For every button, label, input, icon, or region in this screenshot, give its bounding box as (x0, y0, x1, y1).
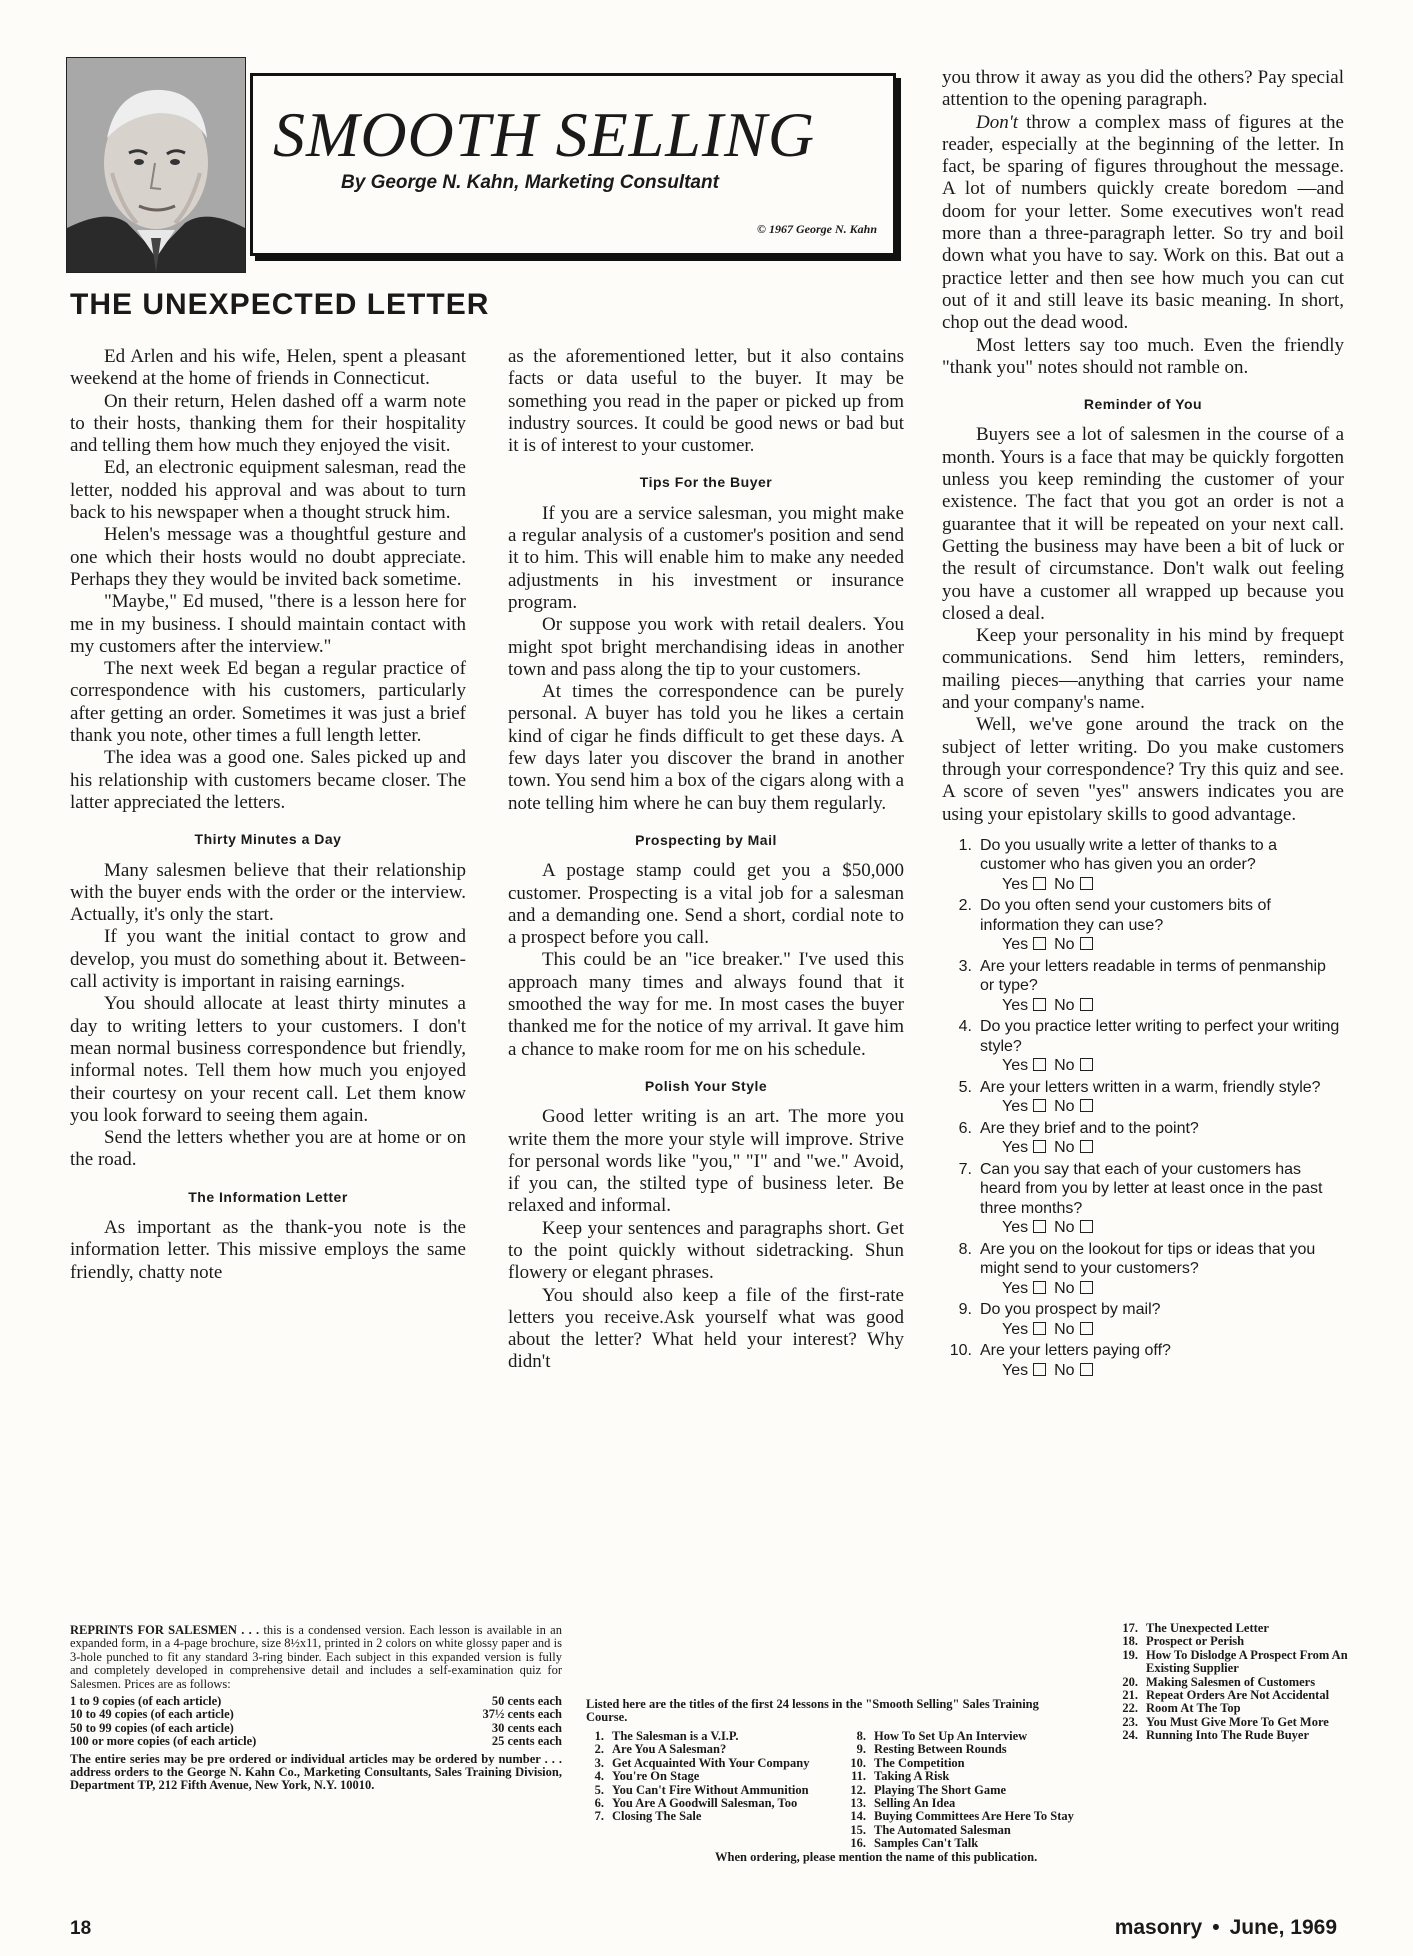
lesson-number: 14. (850, 1809, 866, 1824)
no-label: No (1054, 1098, 1075, 1116)
no-label: No (1054, 1057, 1075, 1075)
lesson-item (842, 1730, 1110, 1743)
subheading: Thirty Minutes a Day (194, 831, 342, 848)
bullet: • (1212, 1916, 1220, 1939)
yes-label: Yes (1002, 1361, 1029, 1379)
paragraph: You should also keep a file of the first-rate letters you receive.Ask yourself what was good about the letter? What held your interest? Why didn't (508, 1284, 904, 1373)
lesson-item (1114, 1716, 1350, 1729)
quiz-answers (980, 1362, 1101, 1379)
lesson-title: The Automated Salesman (874, 1822, 1011, 1837)
paragraph: as the aforementioned letter, but it also contains facts or data useful to the buyer. It may be something you read in the paper or picked up from industry sources. It could be good news or bad but it is of interest to your customer. (508, 346, 904, 457)
quiz-question-body (980, 1341, 1344, 1380)
lessons-intro: Listed here are the titles of the first 24 lessons in the "Smooth Selling" Sales Training Course. (586, 1697, 1039, 1725)
price-amount: 25 cents each (491, 1734, 562, 1749)
lesson-item (842, 1743, 1110, 1756)
price-amount: 37½ cents each (482, 1707, 562, 1722)
lesson-number: 12. (850, 1782, 866, 1797)
paragraph: Ed, an electronic equipment salesman, read the letter, nodded his approval and was about to turn back to his newspaper when a thought struck him. (70, 457, 466, 524)
lesson-title: Resting Between Rounds (874, 1742, 1007, 1757)
lesson-title: Buying Committees Are Here To Stay (874, 1809, 1074, 1824)
quiz-question-text: Are they brief and to the point? (980, 1119, 1199, 1137)
lesson-number: 13. (850, 1796, 866, 1811)
lesson-item (580, 1730, 842, 1743)
paragraph: On their return, Helen dashed off a warm note to their hosts, thanking them for their hospitality and telling them how much they enjoyed the visit. (70, 390, 466, 457)
quiz-question-text: Do you prospect by mail? (980, 1301, 1161, 1319)
yes-label: Yes (1002, 1139, 1029, 1157)
yes-checkbox[interactable] (1033, 1140, 1046, 1153)
paragraph: Send the letters whether you are at home or on the road. (70, 1127, 466, 1171)
lesson-title: You Can't Fire Without Ammunition (612, 1782, 809, 1797)
lesson-title: Samples Can't Talk (874, 1836, 979, 1851)
paragraph: Well, we've gone around the track on the subject of letter writing. Do you make customers through your correspondence? Try this quiz and see. A score of seven "yes" answers indicates you are using your epistolary skills to good advantage. (942, 714, 1344, 825)
price-quantity: 1 to 9 copies (of each article) (70, 1694, 222, 1709)
lesson-item (580, 1784, 842, 1797)
lesson-item (1114, 1702, 1350, 1715)
lesson-item (842, 1837, 1110, 1850)
no-label: No (1054, 1219, 1075, 1237)
lesson-item (580, 1757, 842, 1770)
quiz-question-body (980, 896, 1344, 955)
no-checkbox[interactable] (1080, 877, 1093, 890)
magazine-name: masonry (1114, 1916, 1203, 1939)
price-row (70, 1735, 562, 1748)
quiz-answers (980, 1139, 1101, 1156)
issue-date: June, 1969 (1229, 1916, 1337, 1939)
quiz-question (942, 1240, 1344, 1299)
lesson-title: Are You A Salesman? (612, 1742, 727, 1757)
lesson-item (842, 1770, 1110, 1783)
no-checkbox[interactable] (1080, 1058, 1093, 1071)
price-amount: 30 cents each (491, 1720, 562, 1735)
yes-checkbox[interactable] (1033, 877, 1046, 890)
price-row (70, 1722, 562, 1735)
quiz-question-body (980, 1078, 1344, 1117)
lesson-item (1114, 1729, 1350, 1742)
paragraph: If you want the initial contact to grow and develop, you must do something about it. Between-call activity is important in raising earnings. (70, 926, 466, 993)
paragraph: At times the correspondence can be purely personal. A buyer has told you he likes a certain kind of cigar he finds difficult to get these days. A few days later you discover the brand in another town. You send him a box of the cigars along with a note telling him where he can buy them regularly. (508, 681, 904, 814)
lesson-number: 1. (594, 1729, 604, 1743)
paragraph: Most letters say too much. Even the friendly "thank you" notes should not ramble on. (942, 334, 1344, 378)
quiz-question-body (980, 1119, 1344, 1158)
yes-label: Yes (1002, 875, 1029, 893)
no-label: No (1054, 875, 1075, 893)
emphasis: Don't (976, 111, 1019, 133)
lesson-item (580, 1810, 842, 1823)
lesson-number: 15. (850, 1822, 866, 1837)
yes-checkbox[interactable] (1033, 1363, 1046, 1376)
price-row (70, 1708, 562, 1721)
subheading: Prospecting by Mail (635, 831, 777, 848)
quiz-question-body (980, 1017, 1344, 1076)
quiz-question-body (980, 1240, 1344, 1299)
quiz-question-body (980, 1300, 1344, 1339)
yes-checkbox[interactable] (1033, 937, 1046, 950)
no-checkbox[interactable] (1080, 1363, 1093, 1376)
quiz-question (942, 1017, 1344, 1076)
lesson-title: Closing The Sale (612, 1809, 702, 1824)
quiz-question (942, 1078, 1344, 1117)
no-label: No (1054, 936, 1075, 954)
no-label: No (1054, 996, 1075, 1014)
yes-checkbox[interactable] (1033, 1322, 1046, 1335)
yes-label: Yes (1002, 996, 1029, 1014)
subheading: Reminder of You (1083, 396, 1203, 413)
quiz-list (942, 836, 1344, 1381)
lesson-number: 2. (594, 1742, 604, 1757)
lesson-number: 11. (851, 1769, 866, 1784)
article-column-1 (70, 346, 466, 1284)
lesson-list-2 (842, 1730, 1110, 1851)
subheading: The Information Letter (188, 1188, 348, 1205)
quiz-question-body (980, 1160, 1344, 1238)
byline: By George N. Kahn, Marketing Consultant (341, 172, 719, 193)
lesson-number: 7. (594, 1809, 604, 1824)
reprints-notice (70, 1624, 562, 1793)
subheading: Tips For the Buyer (639, 474, 773, 491)
quiz-question-body (980, 836, 1344, 895)
paragraph: As important as the thank-you note is the information letter. This missive employs the same friendly, chatty note (70, 1216, 466, 1283)
lesson-title: Prospect or Perish (1146, 1634, 1245, 1649)
lesson-title: Running Into The Rude Buyer (1146, 1728, 1310, 1743)
no-label: No (1054, 1139, 1075, 1157)
lesson-item (1114, 1676, 1350, 1689)
lesson-number: 17. (1122, 1621, 1138, 1635)
quiz-question-text: Do you often send your customers bits of information they can use? (980, 897, 1271, 934)
lesson-item (1114, 1649, 1350, 1676)
quiz-question (942, 1160, 1344, 1238)
lesson-title: You Must Give More To Get More (1146, 1714, 1329, 1729)
paragraph: Or suppose you work with retail dealers. You might spot bright merchandising ideas in another town and pass along the tip to your customers. (508, 614, 904, 680)
quiz-question-text: Are your letters written in a warm, friendly style? (980, 1078, 1321, 1096)
yes-label: Yes (1002, 1098, 1029, 1116)
yes-checkbox[interactable] (1033, 1058, 1046, 1071)
quiz-answers (980, 876, 1101, 893)
quiz-answers (980, 936, 1101, 953)
lesson-item (842, 1797, 1110, 1810)
lesson-title: Selling An Idea (874, 1796, 956, 1811)
quiz-question-text: Are your letters paying off? (980, 1342, 1171, 1360)
paragraph: "Maybe," Ed mused, "there is a lesson here for me in my business. I should maintain contact with my customers after the interview." (70, 591, 466, 657)
no-checkbox[interactable] (1080, 998, 1093, 1011)
quiz-question-text: Do you usually write a letter of thanks to a customer who has given you an order? (980, 836, 1278, 874)
quiz-answers (980, 1219, 1101, 1236)
paragraph: This could be an "ice breaker." I've used this approach many times and always found that it smoothed the way for me. In most cases the buyer thanked me for the notice of my arrival. It gave him a chance to make room for me on his schedule. (508, 949, 904, 1060)
lesson-title: How To Set Up An Interview (874, 1729, 1028, 1743)
lesson-title: You're On Stage (612, 1769, 700, 1784)
price-list (70, 1695, 562, 1749)
lesson-item (580, 1797, 842, 1810)
no-checkbox[interactable] (1080, 1220, 1093, 1233)
no-label: No (1054, 1320, 1075, 1338)
lesson-number: 18. (1122, 1634, 1138, 1649)
yes-checkbox[interactable] (1033, 1281, 1046, 1294)
paragraph: Helen's message was a thoughtful gesture and one which their hosts would no doubt appreciate. Perhaps they they would be invited back sometime. (70, 524, 466, 590)
yes-label: Yes (1002, 936, 1029, 954)
lesson-item (842, 1824, 1110, 1837)
lesson-title: The Competition (874, 1755, 965, 1770)
lesson-title: The Salesman is a V.I.P. (612, 1729, 739, 1743)
no-checkbox[interactable] (1080, 1281, 1093, 1294)
article-column-2 (508, 346, 904, 1374)
paragraph: Keep your sentences and paragraphs short. Get to the point quickly without sidetracking. Shun flowery or elegant phrases. (508, 1217, 904, 1284)
no-label: No (1054, 1279, 1075, 1297)
lesson-title: Playing The Short Game (874, 1782, 1007, 1797)
quiz-answers (980, 997, 1101, 1014)
paragraph: Good letter writing is an art. The more you write them the more your style will improve. Strive for personal words like "you," "I" and "we." Avoid, if you can, the stilted type of business leter. Be relaxed and informal. (508, 1106, 904, 1217)
paragraph: Ed Arlen and his wife, Helen, spent a pleasant weekend at the home of friends in Connecticut. (70, 346, 466, 390)
lesson-item (842, 1810, 1110, 1823)
lesson-title: You Are A Goodwill Salesman, Too (612, 1796, 798, 1811)
no-checkbox[interactable] (1080, 1140, 1093, 1153)
copyright-notice: © 1967 George N. Kahn (757, 222, 877, 236)
article-column-3 (942, 67, 1344, 1382)
quiz-number: 9. (958, 1301, 972, 1319)
paragraph: Many salesmen believe that their relationship with the buyer ends with the order or the interview. Actually, it's only the start. (70, 859, 466, 926)
lesson-item (1114, 1635, 1350, 1648)
page-title: SMOOTH SELLING (273, 99, 816, 170)
lesson-title: The Unexpected Letter (1146, 1621, 1269, 1635)
quiz-answers (980, 1280, 1101, 1297)
quiz-answers (980, 1057, 1101, 1074)
author-photo (66, 57, 246, 273)
quiz-question (942, 1341, 1344, 1380)
lesson-item (1114, 1689, 1350, 1702)
quiz-answers (980, 1321, 1101, 1338)
paragraph: Keep your personality in his mind by frequept communications. Send him letters, reminders, mailing pieces—anything that carries your name and your company's name. (942, 625, 1344, 714)
yes-label: Yes (1002, 1320, 1029, 1338)
lesson-title: Making Salesmen of Customers (1146, 1674, 1316, 1689)
lesson-item (580, 1743, 842, 1756)
paragraph: A postage stamp could get you a $50,000 customer. Prospecting is a vital job for a salesman and a demanding one. Send a short, cordial note to a prospect before you call. (508, 860, 904, 949)
lesson-list-1 (580, 1730, 842, 1824)
paragraph (942, 112, 1344, 335)
quiz-question-text: Are you on the lookout for tips or ideas that you might send to your customers? (980, 1240, 1316, 1278)
yes-label: Yes (1002, 1057, 1029, 1075)
title-box (250, 73, 896, 256)
lesson-number: 23. (1122, 1714, 1138, 1729)
no-checkbox[interactable] (1080, 1322, 1093, 1335)
lesson-list-3 (1114, 1622, 1350, 1743)
quiz-number: 7. (958, 1160, 972, 1178)
ordering-note: When ordering, please mention the name of this publication. (715, 1850, 1038, 1864)
yes-checkbox[interactable] (1033, 1099, 1046, 1112)
article-headline: THE UNEXPECTED LETTER (70, 288, 490, 321)
no-checkbox[interactable] (1080, 937, 1093, 950)
quiz-number: 3. (958, 957, 972, 975)
paragraph: you throw it away as you did the others? Pay special attention to the opening paragraph. (942, 67, 1344, 111)
quiz-question-body (980, 957, 1344, 1016)
no-checkbox[interactable] (1080, 1099, 1093, 1112)
paragraph: The idea was a good one. Sales picked up and his relationship with customers became closer. The latter appreciated the letters. (70, 747, 466, 813)
yes-checkbox[interactable] (1033, 998, 1046, 1011)
lesson-title: Get Acquainted With Your Company (612, 1755, 810, 1770)
lesson-number: 22. (1122, 1701, 1138, 1716)
lesson-number: 16. (850, 1836, 866, 1851)
quiz-number: 10. (949, 1342, 972, 1360)
lesson-number: 4. (594, 1769, 604, 1784)
quiz-question-text: Do you practice letter writing to perfect your writing style? (980, 1018, 1340, 1055)
quiz-question (942, 1119, 1344, 1158)
quiz-number: 6. (958, 1119, 972, 1137)
paragraph: The next week Ed began a regular practice of correspondence with his customers, particularly after getting an order. Sometimes it was just a brief thank you note, other times a full length letter. (70, 658, 466, 747)
quiz-number: 8. (958, 1240, 972, 1258)
reprints-order-info: The entire series may be pre ordered or individual articles may be ordered by number . . . address orders to the George N. Kahn Co., Marketing Consultants, Sales Training Division, Department TP, 212 Fifth Avenue, New York, N.Y. 10010. (70, 1751, 562, 1793)
quiz-question-text: Can you say that each of your customers has heard from you by letter at least once in the past three months? (980, 1160, 1323, 1217)
price-quantity: 50 to 99 copies (of each article) (70, 1720, 234, 1735)
reprints-lead: REPRINTS FOR SALESMEN . . . (70, 1623, 260, 1637)
paragraph: If you are a service salesman, you might make a regular analysis of a customer's position and send it to him. This will enable him to make any needed adjustments in his investment or insurance program. (508, 502, 904, 613)
lesson-item (842, 1784, 1110, 1797)
price-quantity: 100 or more copies (of each article) (70, 1734, 257, 1749)
yes-checkbox[interactable] (1033, 1220, 1046, 1233)
lesson-item (580, 1770, 842, 1783)
page-number: 18 (70, 1918, 92, 1939)
lesson-number: 3. (594, 1755, 604, 1770)
lesson-item (842, 1757, 1110, 1770)
lesson-number: 8. (856, 1729, 866, 1743)
price-row (70, 1695, 562, 1708)
lesson-title: Room At The Top (1146, 1701, 1241, 1716)
quiz-question (942, 957, 1344, 1016)
price-quantity: 10 to 49 copies (of each article) (70, 1707, 234, 1722)
paragraph: You should allocate at least thirty minutes a day to writing letters to your customers. I don't mean normal business correspondence but friendly, informal notes. Tell them how much you enjoyed their courtesy on your recent call. Let them know you look forward to seeing them again. (70, 993, 466, 1126)
reprints-intro (70, 1624, 562, 1691)
paragraph-text: throw a complex mass of figures at the reader, especially at the beginning of the letter. In fact, be sparing of figures throughout the message. A lot of numbers quickly create boredom —and doom for your letter. Some executives won't read more than a three-paragraph letter. So try and boil down what you have to say. Work on this. Bat out a practice letter and then see how much you can cut out of it and still leave its basic meaning. In short, chop out the dead wood. (942, 111, 1344, 334)
lesson-number: 5. (594, 1782, 604, 1797)
quiz-question (942, 896, 1344, 955)
reprints-intro-text: this is a condensed version. Each lesson is available in an expanded form, in a 4-page brochure, size 8½x11, printed in 2 colors on white glossy paper and is 3-hole punched to fit any standard 3-ring binder. Each subject in this expanded version is fully and completely developed in comprehensive detail and includes a self-examination quiz for Salesmen. Prices are as follows: (70, 1623, 562, 1691)
lesson-number: 19. (1122, 1647, 1138, 1662)
yes-label: Yes (1002, 1219, 1029, 1237)
quiz-question (942, 836, 1344, 895)
reprints-listing-intro (586, 1698, 1076, 1725)
lesson-title: How To Dislodge A Prospect From An Existing Supplier (1146, 1647, 1348, 1676)
quiz-question (942, 1300, 1344, 1339)
publication-footer (1115, 1916, 1337, 1940)
quiz-number: 2. (958, 897, 972, 915)
lesson-number: 21. (1122, 1688, 1138, 1703)
quiz-number: 1. (958, 836, 972, 854)
lesson-item (1114, 1622, 1350, 1635)
quiz-question-text: Are your letters readable in terms of penmanship or type? (980, 957, 1326, 995)
lesson-number: 6. (594, 1796, 604, 1811)
lesson-number: 24. (1122, 1728, 1138, 1743)
lesson-title: Repeat Orders Are Not Accidental (1146, 1688, 1330, 1703)
quiz-number: 4. (958, 1018, 972, 1036)
price-amount: 50 cents each (491, 1694, 562, 1709)
quiz-answers (980, 1098, 1101, 1115)
lesson-number: 10. (850, 1755, 866, 1770)
lesson-number: 20. (1122, 1674, 1138, 1689)
lesson-number: 9. (856, 1742, 866, 1757)
lesson-title: Taking A Risk (874, 1769, 950, 1784)
quiz-number: 5. (958, 1078, 972, 1096)
no-label: No (1054, 1361, 1075, 1379)
subheading: Polish Your Style (644, 1077, 768, 1094)
yes-label: Yes (1002, 1279, 1029, 1297)
paragraph: Buyers see a lot of salesmen in the course of a month. Yours is a face that may be quickly forgotten unless you keep reminding the customer of your existence. The fact that you got an order is not a guarantee that it will be repeated on your next call. Getting the business may have been a bit of luck or the result of circumstance. Don't walk out feeling you have a customer all wrapped up because you closed a deal. (942, 424, 1344, 624)
